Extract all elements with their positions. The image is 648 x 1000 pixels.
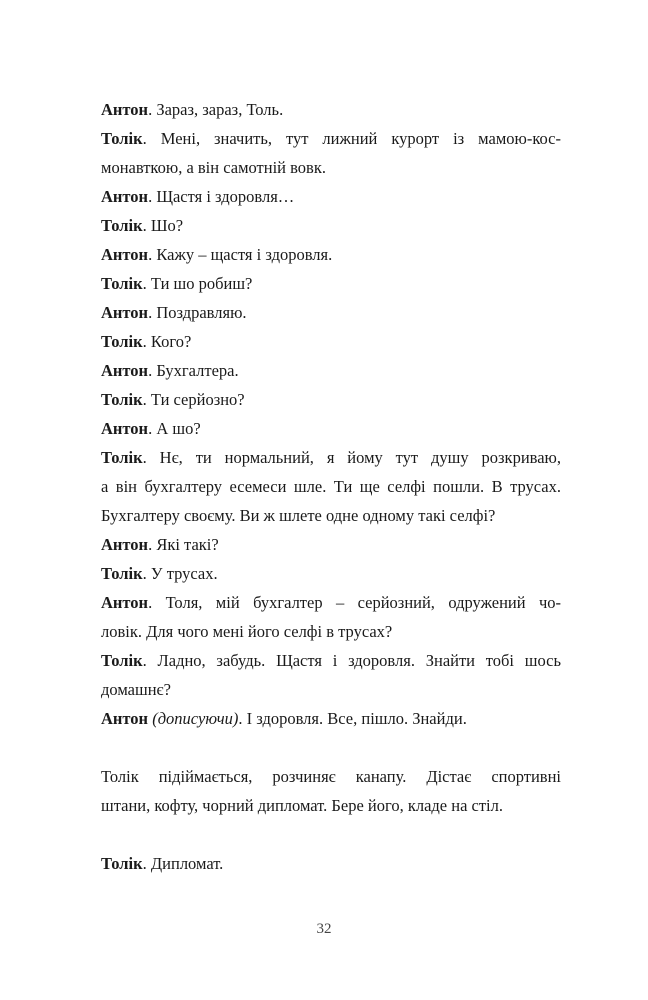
dialogue-line — [101, 124, 561, 153]
speaker-name: Антон — [101, 361, 149, 380]
dialogue-line — [101, 182, 561, 211]
line-text: . Поздравляю. — [148, 303, 247, 322]
speaker-name: Антон — [101, 535, 149, 554]
dialogue-line — [101, 559, 561, 588]
paragraph-gap — [101, 733, 561, 762]
dialogue-line — [101, 849, 561, 878]
dialogue-line — [101, 704, 561, 733]
line-text: . Мені, значить, тут лижний курорт із мамою-кос- — [142, 129, 561, 148]
line-text: . Ти шо робиш? — [142, 274, 253, 293]
dialogue-line — [101, 95, 561, 124]
speaker-name: Толік — [101, 332, 143, 351]
line-text: . Нє, ти нормальний, я йому тут душу розкриваю, — [142, 448, 561, 467]
stage-direction-line: Толік підіймається, розчиняє канапу. Дістає спортивні — [101, 767, 561, 786]
line-text: . Шо? — [142, 216, 184, 235]
line-text: . Бухгалтера. — [148, 361, 239, 380]
speaker-name: Антон — [101, 100, 149, 119]
speaker-name: Антон — [101, 245, 149, 264]
speaker-name: Толік — [101, 216, 143, 235]
line-text: . Які такі? — [148, 535, 219, 554]
dialogue-line — [101, 298, 561, 327]
dialogue-line — [101, 385, 561, 414]
speaker-name: Толік — [101, 129, 143, 148]
speaker-name: Толік — [101, 448, 143, 467]
speaker-name: Антон — [101, 187, 149, 206]
speaker-name: Антон — [101, 303, 149, 322]
line-text: . Кого? — [142, 332, 192, 351]
dialogue-line — [101, 646, 561, 675]
line-text: . Дипломат. — [142, 854, 224, 873]
page-body — [101, 95, 561, 878]
speaker-name: Толік — [101, 390, 143, 409]
line-text: . Зараз, зараз, Толь. — [148, 100, 284, 119]
dialogue-line — [101, 443, 561, 472]
dialogue-continuation: монавткою, а він самотній вовк. — [101, 158, 326, 177]
dialogue-line — [101, 588, 561, 617]
dialogue-continuation: Бухгалтеру своєму. Ви ж шлете одне одному такі селфі? — [101, 506, 496, 525]
line-text: . Ладно, забудь. Щастя і здоровля. Знайти тобі шось — [142, 651, 561, 670]
speaker-name: Толік — [101, 274, 143, 293]
dialogue-line — [101, 530, 561, 559]
line-text: . Ти серйозно? — [142, 390, 245, 409]
page-number: 32 — [316, 921, 332, 937]
line-text: . Толя, мій бухгалтер – серйозний, одружений чо- — [148, 593, 561, 612]
speaker-name: Антон — [101, 419, 149, 438]
stage-direction-line: штани, кофту, чорний дипломат. Бере його, кладе на стіл. — [101, 796, 504, 815]
dialogue-continuation: а він бухгалтеру есемеси шле. Ти ще селфі пошли. В трусах. — [101, 477, 561, 496]
line-text: . Щастя і здоровля… — [148, 187, 295, 206]
paragraph-gap — [101, 820, 561, 849]
line-text: . Кажу – щастя і здоровля. — [148, 245, 333, 264]
line-text: . У трусах. — [142, 564, 218, 583]
dialogue-continuation: домашнє? — [101, 680, 171, 699]
dialogue-line — [101, 269, 561, 298]
inline-stage-direction: (дописуючи) — [152, 709, 239, 728]
dialogue-continuation: ловік. Для чого мені його селфі в трусах? — [101, 622, 393, 641]
speaker-name: Антон — [101, 709, 149, 728]
speaker-name: Толік — [101, 564, 143, 583]
dialogue-line — [101, 356, 561, 385]
speaker-name: Антон — [101, 593, 149, 612]
line-text: . А шо? — [148, 419, 201, 438]
dialogue-line — [101, 414, 561, 443]
dialogue-line — [101, 240, 561, 269]
speaker-name: Толік — [101, 854, 143, 873]
line-text: . І здоровля. Все, пішло. Знайди. — [238, 709, 467, 728]
speaker-name: Толік — [101, 651, 143, 670]
dialogue-line — [101, 211, 561, 240]
dialogue-line — [101, 327, 561, 356]
